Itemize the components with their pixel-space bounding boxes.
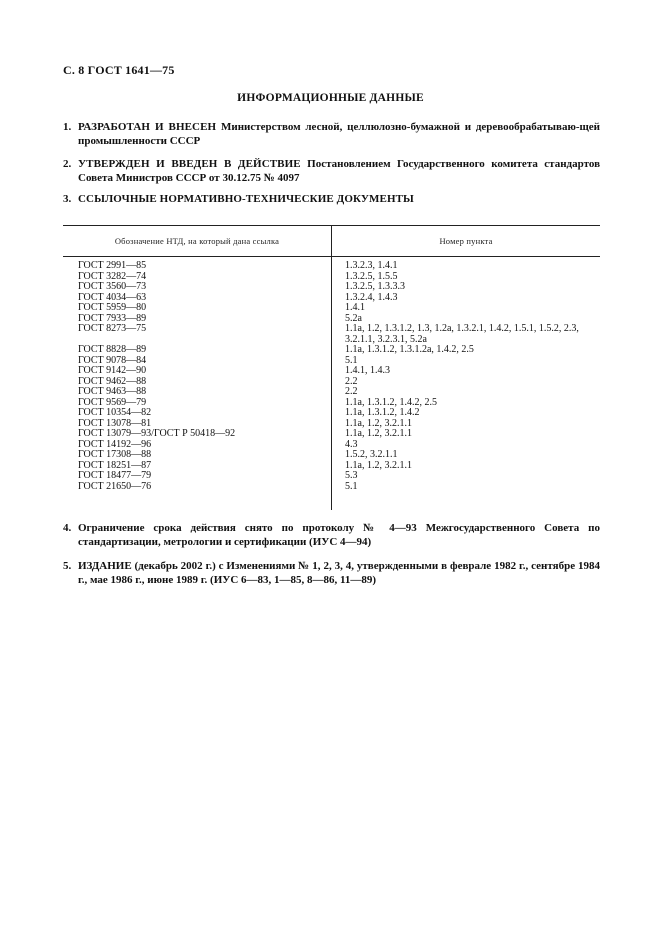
row-points: 2.2 [345,375,358,387]
row-points: 5.1 [345,354,358,366]
row-document: ГОСТ 13078—81 [78,417,152,429]
row-points: 1.1а, 1.3.1.2, 1.4.2, 2.5 [345,396,437,408]
table-row [63,282,600,293]
row-document: ГОСТ 8273—75 [78,323,147,334]
table-row [63,408,600,419]
section-number: 2. [63,158,72,170]
row-points: 1.3.2.4, 1.4.3 [345,291,398,303]
section-text: Постановлением Государственного комитета стандартов Совета Министров СССР от 30.12.75 № 4097 [78,158,601,184]
row-points: 1.5.2, 3.2.1.1 [345,449,398,460]
table-row [63,387,600,398]
row-document: ГОСТ 14192—96 [78,438,152,450]
table-row [63,303,600,314]
row-points: 1.3.2.5, 1.3.3.3 [345,281,405,292]
row-points: 1.1а, 1.2, 3.2.1.1 [345,428,412,439]
row-points: 5.1 [345,480,358,492]
table-row [63,450,600,461]
section-lead: УТВЕРЖДЕН И ВВЕДЕН В ДЕЙСТВИЕ [78,158,301,170]
section-number: 5. [63,560,72,572]
table-header-document: Обозначение НТД, на который дана ссылка [114,236,280,246]
row-points: 1.3.2.5, 1.5.5 [345,270,398,282]
row-points: 1.1а, 1.2, 1.3.1.2, 1.3, 1.2а, 1.3.2.1, 1.4.2, 1.5.1, 1.5.2, 2.3, 3.2.1.1, 3.2.3.1, 5.2а [345,323,579,345]
section-text: Министерством лесной, целлюлозно-бумажной и деревообрабатываю-щей промышленности СССР [78,121,601,147]
row-points: 1.1а, 1.3.1.2, 1.3.1.2а, 1.4.2, 2.5 [345,344,474,355]
row-document: ГОСТ 8828—89 [78,344,147,355]
section-number: 3. [63,193,72,205]
row-document: ГОСТ 13079—93/ГОСТ Р 50418—92 [78,428,236,439]
row-document: ГОСТ 18477—79 [78,470,152,481]
section-4 [63,522,600,549]
row-points: 1.1а, 1.3.1.2, 1.4.2 [345,407,420,418]
row-document: ГОСТ 3282—74 [78,270,147,282]
row-document: ГОСТ 9569—79 [78,396,147,408]
row-points: 2.2 [345,386,358,397]
row-document: ГОСТ 3560—73 [78,281,147,292]
section-number: 4. [63,522,72,534]
table-row [63,324,600,345]
document-title: ИНФОРМАЦИОННЫЕ ДАННЫЕ [237,92,424,104]
section-lead: РАЗРАБОТАН И ВНЕСЕН [78,121,217,133]
table-row [63,345,600,356]
row-points: 1.3.2.3, 1.4.1 [345,260,398,271]
row-document: ГОСТ 4034—63 [78,291,147,303]
table-row [63,471,600,482]
row-document: ГОСТ 10354—82 [78,407,152,418]
row-document: ГОСТ 5959—80 [78,302,147,313]
row-document: ГОСТ 2991—85 [78,260,147,271]
row-document: ГОСТ 17308—88 [78,449,152,460]
row-document: ГОСТ 21650—76 [78,480,152,492]
section-number: 1. [63,121,72,133]
section-2 [63,158,600,185]
page-header: С. 8 ГОСТ 1641—75 [63,63,175,77]
row-document: ГОСТ 9142—90 [78,365,147,376]
row-points: 5.2а [345,312,362,324]
row-points: 1.4.1, 1.4.3 [345,365,390,376]
row-points: 1.1а, 1.2, 3.2.1.1 [345,417,412,429]
table-header-point: Номер пункта [439,236,493,246]
table-row [63,261,600,272]
table-row [63,429,600,440]
row-document: ГОСТ 7933—89 [78,312,147,324]
row-document: ГОСТ 9078—84 [78,354,147,366]
row-document: ГОСТ 18251—87 [78,459,152,471]
section-lead: ССЫЛОЧНЫЕ НОРМАТИВНО-ТЕХНИЧЕСКИЕ ДОКУМЕНТЫ [78,193,414,205]
row-points: 4.3 [345,438,358,450]
table-row [63,366,600,377]
row-document: ГОСТ 9463—88 [78,386,147,397]
section-text: ИЗДАНИЕ (декабрь 2002 г.) с Изменениями № 1, 2, 3, 4, утвержденными в феврале 1982 г., сентябре 1984 г., мае 1986 г., июне 1989 г. (ИУС 6—83, 1—85, 8—86, 11—89) [78,560,600,586]
reference-table [63,225,600,510]
table-body [63,261,600,492]
row-document: ГОСТ 9462—88 [78,375,147,387]
section-5 [63,560,600,587]
row-points: 1.4.1 [345,302,365,313]
section-1 [63,121,600,148]
table-row [63,482,600,493]
section-text: Ограничение срока действия снято по протоколу № 4—93 Межгосударственного Совета по стандартизации, метрологии и сертификации (ИУС 4—94) [78,522,600,548]
row-points: 1.1а, 1.2, 3.2.1.1 [345,459,412,471]
section-3 [63,193,600,207]
row-points: 5.3 [345,470,358,481]
